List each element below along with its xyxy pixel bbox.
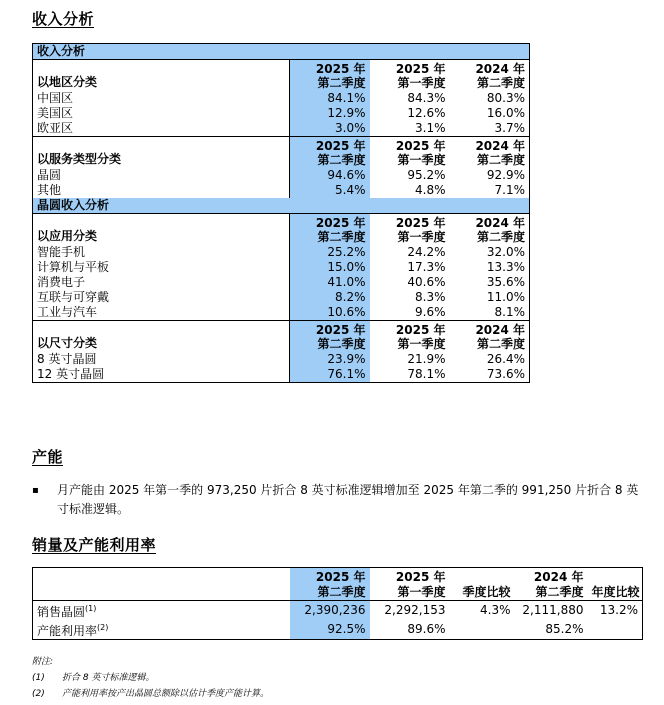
period-header	[450, 214, 530, 246]
category-header-row	[33, 321, 530, 353]
table-row	[33, 121, 530, 137]
value-cell: 12.6%	[407, 106, 446, 120]
value-cell: 25.2%	[290, 245, 370, 260]
footnote-2	[32, 686, 432, 702]
sales-value-cell: 2,111,880	[522, 603, 584, 617]
sales-value-cell: 89.6%	[407, 622, 446, 636]
category-header-row	[33, 214, 530, 246]
value-cell: 84.3%	[407, 91, 446, 105]
period-header-line: 第二季度	[477, 153, 526, 167]
period-header-line: 2024 年	[475, 216, 526, 230]
period-header	[290, 214, 370, 246]
value-cell: 10.6%	[290, 305, 370, 321]
footnote-text: 折合 8 英寸标准逻辑。	[62, 673, 155, 683]
sales-header-row	[33, 568, 643, 601]
value-cell: 35.6%	[486, 275, 526, 289]
row-label: 其他	[37, 183, 62, 197]
footnote-text: 产能利用率按产出晶圆总额除以估计季度产能计算。	[62, 689, 270, 699]
row-label: 欧亚区	[37, 121, 74, 135]
capacity-section-title: 产能	[32, 448, 64, 466]
period-header-line: 第二季度	[317, 76, 366, 90]
value-cell: 95.2%	[407, 168, 446, 182]
section-header: 收入分析	[33, 44, 530, 60]
category-label: 以应用分类	[37, 229, 98, 243]
value-cell: 40.6%	[407, 275, 446, 289]
value-cell: 3.7%	[494, 121, 526, 135]
period-header-line: 第一季度	[397, 76, 446, 90]
footnote-number: (2)	[32, 689, 45, 699]
period-header-line: 2025 年	[395, 323, 446, 337]
value-cell: 23.9%	[290, 352, 370, 367]
period-header-line: 第二季度	[317, 585, 366, 599]
value-cell: 73.6%	[486, 367, 526, 381]
value-cell: 11.0%	[486, 290, 526, 304]
period-header-line: 2024 年	[475, 62, 526, 76]
value-cell: 12.9%	[290, 106, 370, 121]
sales-period-header	[450, 568, 515, 601]
row-label: 工业与汽车	[37, 305, 98, 319]
value-cell: 84.1%	[290, 91, 370, 106]
row-label: 智能手机	[37, 245, 86, 259]
sales-value-cell: 92.5%	[290, 620, 370, 640]
value-cell: 41.0%	[290, 275, 370, 290]
table-row	[33, 91, 530, 106]
section-header-row	[33, 44, 530, 60]
row-label: 中国区	[37, 91, 74, 105]
period-header-line: 季度比较	[462, 585, 511, 599]
period-header-line: 2025 年	[315, 62, 366, 76]
value-cell: 4.8%	[415, 183, 446, 197]
value-cell: 80.3%	[486, 91, 526, 105]
value-cell: 94.6%	[290, 168, 370, 183]
period-header-line: 2024 年	[533, 570, 584, 584]
value-cell: 24.2%	[407, 245, 446, 259]
value-cell: 5.4%	[290, 183, 370, 198]
sales-row-label	[33, 620, 290, 640]
period-header-line: 2025 年	[315, 139, 366, 153]
sales-period-header	[290, 568, 370, 601]
period-header	[450, 60, 530, 92]
table-row	[33, 352, 530, 367]
period-header-line: 2025 年	[315, 570, 366, 584]
sales-period-header	[370, 568, 450, 601]
value-cell: 13.3%	[486, 260, 526, 274]
period-header	[290, 321, 370, 353]
label-text: 产能利用率	[37, 624, 98, 638]
sales-row	[33, 601, 643, 621]
bullet-icon: ▪	[32, 485, 39, 496]
value-cell: 3.0%	[290, 121, 370, 137]
period-header-line: 第二季度	[477, 76, 526, 90]
period-header-line: 第一季度	[397, 230, 446, 244]
table-row	[33, 183, 530, 198]
period-header-line: 2025 年	[395, 62, 446, 76]
sales-utilization-table	[32, 567, 643, 640]
label-text: 销售晶圆	[37, 605, 86, 619]
period-header-line: 2025 年	[395, 570, 446, 584]
value-cell: 9.6%	[415, 305, 446, 319]
period-header-line: 第一季度	[397, 337, 446, 351]
table-row	[33, 106, 530, 121]
sales-row-label	[33, 601, 290, 621]
section-header: 晶圆收入分析	[33, 198, 530, 214]
value-cell: 17.3%	[407, 260, 446, 274]
table-row	[33, 305, 530, 321]
row-label: 消费电子	[37, 275, 86, 289]
period-header-line: 第二季度	[317, 230, 366, 244]
value-cell: 15.0%	[290, 260, 370, 275]
category-header-row	[33, 137, 530, 169]
category-label: 以地区分类	[37, 75, 98, 89]
row-label: 美国区	[37, 106, 74, 120]
period-header-line: 2025 年	[395, 139, 446, 153]
row-label: 12 英寸晶圆	[37, 367, 105, 381]
sales-period-header	[515, 568, 588, 601]
period-header-line: 2025 年	[315, 323, 366, 337]
value-cell: 26.4%	[486, 352, 526, 366]
category-label: 以服务类型分类	[33, 137, 290, 169]
capacity-text: 月产能由 2025 年第一季的 973,250 片折合 8 英寸标准逻辑增加至 2025 年第二季的 991,250 片折合 8 英寸标准逻辑。	[57, 483, 639, 516]
sales-period-header	[588, 568, 643, 601]
sales-value-cell: 2,292,153	[384, 603, 446, 617]
value-cell: 8.1%	[494, 305, 526, 319]
value-cell: 3.1%	[415, 121, 446, 135]
sales-section-title: 销量及产能利用率	[32, 536, 157, 554]
value-cell: 7.1%	[494, 183, 526, 197]
section-header-row	[33, 198, 530, 214]
period-header	[450, 321, 530, 353]
sales-value-cell	[588, 620, 643, 640]
value-cell: 21.9%	[407, 352, 446, 366]
table-row	[33, 275, 530, 290]
period-header-line: 第二季度	[477, 337, 526, 351]
period-header-line: 年度比较	[591, 585, 640, 599]
period-header	[370, 321, 450, 353]
sales-value-cell: 4.3%	[480, 603, 511, 617]
period-header-line: 2025 年	[315, 216, 366, 230]
table-row	[33, 367, 530, 383]
period-header-line: 第一季度	[397, 153, 446, 167]
period-header-line: 2024 年	[475, 139, 526, 153]
table-row	[33, 260, 530, 275]
period-header	[370, 60, 450, 92]
table-row	[33, 168, 530, 183]
sales-value-cell	[450, 620, 515, 640]
period-header-line: 2024 年	[475, 323, 526, 337]
period-header	[370, 137, 450, 169]
sales-value-cell: 85.2%	[545, 622, 584, 636]
table-row	[33, 245, 530, 260]
footnote-ref: (1)	[85, 604, 97, 613]
revenue-section-title: 收入分析	[32, 10, 95, 28]
notes-heading: 附注:	[32, 657, 54, 667]
category-label: 以尺寸分类	[33, 321, 290, 353]
period-header-line: 第一季度	[397, 585, 446, 599]
value-cell: 8.2%	[290, 290, 370, 305]
sales-row	[33, 620, 643, 640]
footnote-ref: (2)	[97, 623, 109, 632]
value-cell: 16.0%	[486, 106, 526, 120]
sales-value-cell: 2,390,236	[290, 601, 370, 621]
period-header	[370, 214, 450, 246]
empty-header	[33, 568, 290, 601]
period-header-line: 2025 年	[395, 216, 446, 230]
period-header-line: 第二季度	[317, 153, 366, 167]
period-header	[290, 137, 370, 169]
period-header-line: 第二季度	[477, 230, 526, 244]
period-header-line: 第二季度	[535, 585, 584, 599]
footnote-number: (1)	[32, 673, 45, 683]
value-cell: 32.0%	[486, 245, 526, 259]
value-cell: 78.1%	[407, 367, 446, 381]
table-row	[33, 290, 530, 305]
sales-value-cell: 13.2%	[599, 603, 638, 617]
value-cell: 92.9%	[486, 168, 526, 182]
footnote-1	[32, 670, 432, 686]
period-header-line: 第二季度	[317, 337, 366, 351]
period-header	[450, 137, 530, 169]
period-header	[290, 60, 370, 92]
row-label: 晶圆	[37, 168, 62, 182]
row-label: 8 英寸晶圆	[37, 352, 97, 366]
revenue-analysis-table	[32, 43, 530, 383]
row-label: 互联与可穿戴	[37, 290, 110, 304]
category-header-row	[33, 60, 530, 92]
value-cell: 8.3%	[415, 290, 446, 304]
row-label: 计算机与平板	[37, 260, 110, 274]
value-cell: 76.1%	[290, 367, 370, 383]
